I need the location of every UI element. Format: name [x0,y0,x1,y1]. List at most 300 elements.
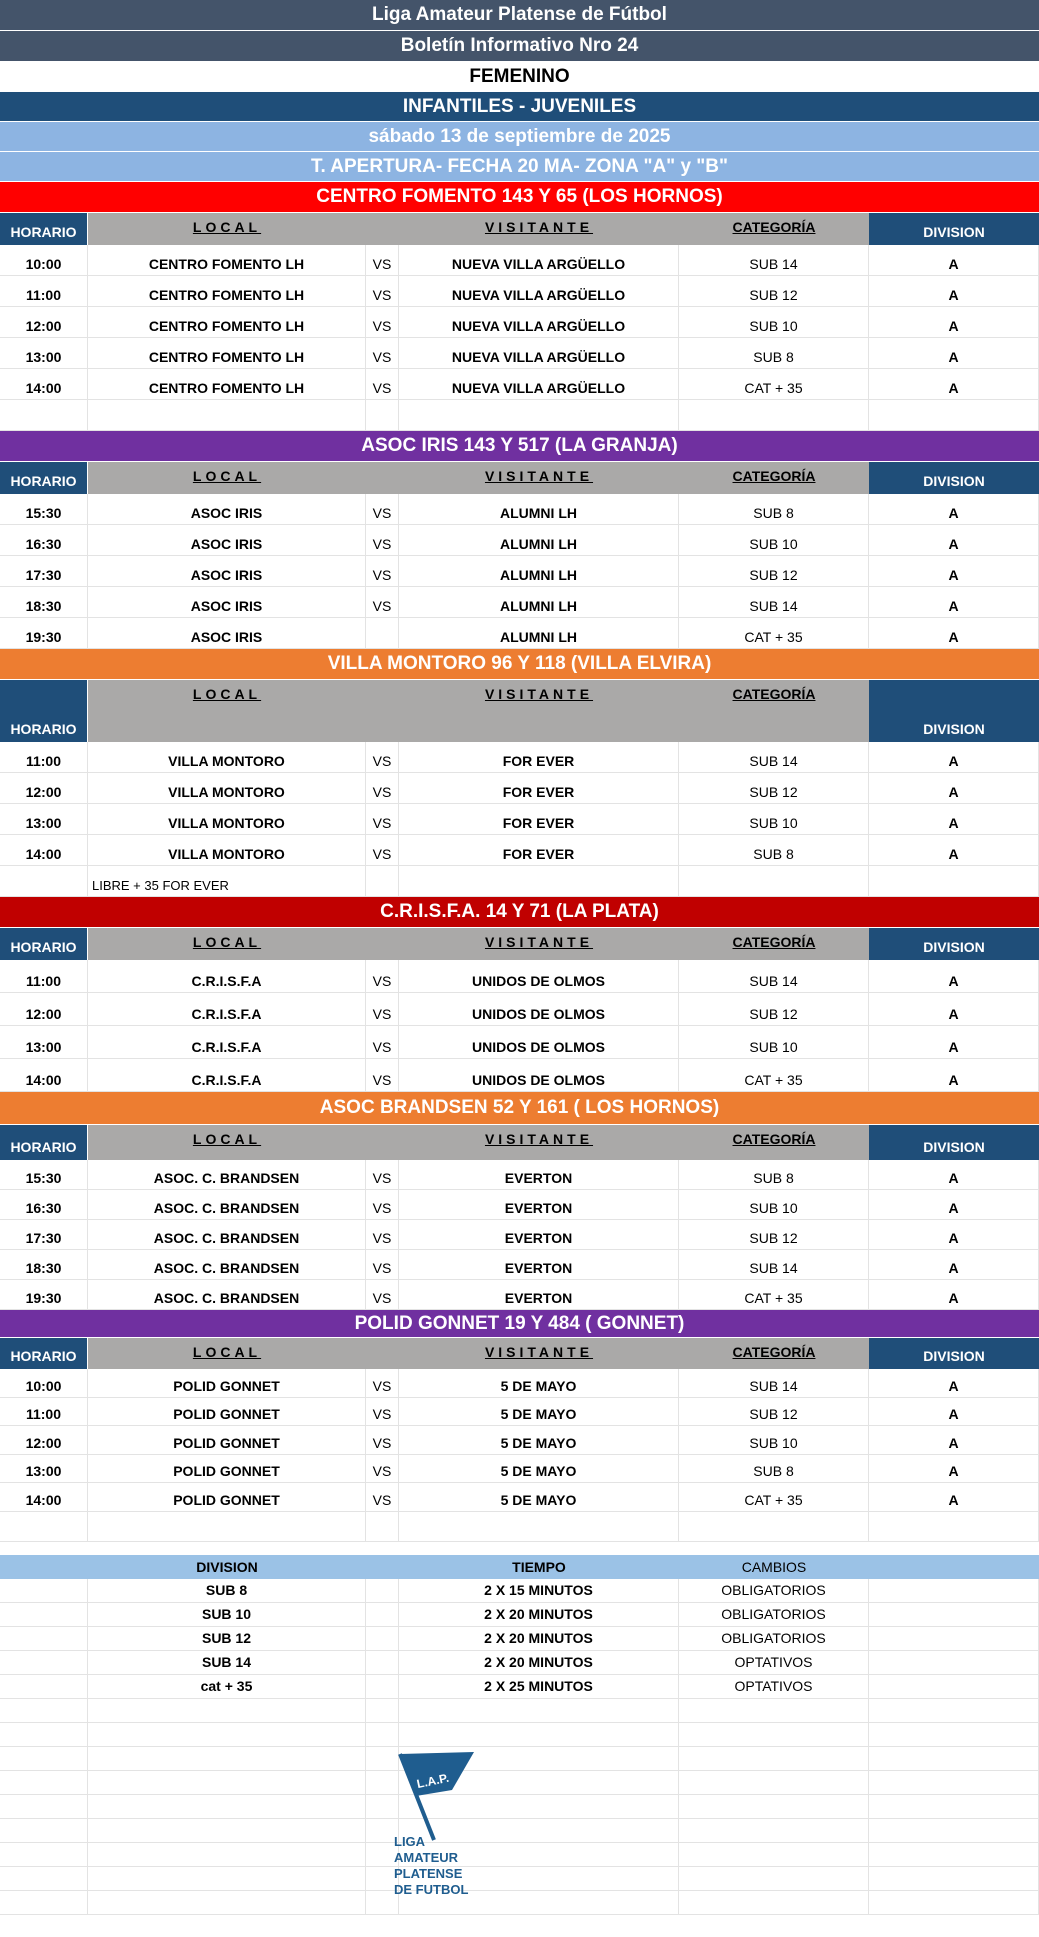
match-row [0,369,1039,400]
empty-cell [366,866,399,896]
empty-cell [88,1843,366,1866]
empty-cell [0,1795,88,1818]
match-time: 13:00 [0,338,88,368]
match-time: 14:00 [0,1059,88,1091]
match-vs [366,618,399,648]
summary-division: SUB 8 [88,1579,366,1602]
empty-cell [88,1891,366,1914]
empty-cell [88,1795,366,1818]
match-category: SUB 12 [679,276,869,306]
column-header-row [0,680,1039,742]
match-local: VILLA MONTORO [88,835,366,865]
match-row [0,1398,1039,1427]
match-category: SUB 14 [679,960,869,992]
match-time: 12:00 [0,773,88,803]
match-local: CENTRO FOMENTO LH [88,338,366,368]
match-vs: VS [366,1280,399,1309]
match-vs: VS [366,804,399,834]
match-time: 16:30 [0,1190,88,1219]
match-category: SUB 14 [679,587,869,617]
summary-row [0,1603,1039,1627]
match-local: POLID GONNET [88,1455,366,1483]
match-division: A [869,960,1039,992]
match-time: 11:00 [0,276,88,306]
match-category: CAT + 35 [679,1059,869,1091]
local-header: LOCAL [88,928,366,960]
empty-cell [869,866,1039,896]
match-visitor: EVERTON [399,1250,679,1279]
match-category: SUB 8 [679,1160,869,1189]
match-local: ASOC. C. BRANDSEN [88,1250,366,1279]
match-local: ASOC IRIS [88,525,366,555]
empty-cell [0,866,88,896]
summary-row [0,1651,1039,1675]
match-division: A [869,618,1039,648]
vs-header [366,680,399,742]
empty-cell [88,1867,366,1890]
match-division: A [869,742,1039,772]
empty-row [0,1747,1039,1771]
empty-cell [869,1747,1039,1770]
empty-cell [0,1651,88,1674]
match-visitor: ALUMNI LH [399,494,679,524]
match-vs: VS [366,276,399,306]
empty-cell [0,1843,88,1866]
match-visitor: FOR EVER [399,742,679,772]
venue-title: ASOC IRIS 143 Y 517 (LA GRANJA) [0,431,1039,462]
match-local: CENTRO FOMENTO LH [88,369,366,399]
match-division: A [869,276,1039,306]
summary-division-header: DIVISION [196,1558,258,1575]
venue-note: LIBRE + 35 FOR EVER [88,866,366,896]
match-vs: VS [366,1190,399,1219]
empty-cell [869,1867,1039,1890]
match-row [0,494,1039,525]
match-row [0,1220,1039,1250]
match-vs: VS [366,1059,399,1091]
empty-cell [0,1819,88,1842]
match-division: A [869,587,1039,617]
match-local: ASOC. C. BRANDSEN [88,1190,366,1219]
match-visitor: FOR EVER [399,804,679,834]
match-local: ASOC IRIS [88,618,366,648]
column-header-row [0,1125,1039,1160]
empty-row [0,1819,1039,1843]
column-header-row [0,928,1039,960]
categoria-header: CATEGORÍA [679,680,869,742]
empty-cell [88,1723,366,1746]
division-header: DIVISION [869,1125,1039,1160]
horario-header: HORARIO [0,680,88,742]
logo-line-4: DE FUTBOL [394,1882,469,1897]
match-visitor: UNIDOS DE OLMOS [399,993,679,1025]
local-header: LOCAL [88,1338,366,1369]
venue-title: ASOC BRANDSEN 52 Y 161 ( LOS HORNOS) [0,1092,1039,1125]
match-visitor: UNIDOS DE OLMOS [399,1026,679,1058]
match-visitor: ALUMNI LH [399,618,679,648]
match-row [0,1026,1039,1059]
empty-cell [0,1747,88,1770]
match-visitor: ALUMNI LH [399,556,679,586]
empty-cell [366,400,399,430]
match-local: POLID GONNET [88,1426,366,1454]
match-visitor: NUEVA VILLA ARGÜELLO [399,307,679,337]
local-header: LOCAL [88,1125,366,1160]
summary-cambios: OPTATIVOS [679,1675,869,1698]
match-row [0,587,1039,618]
logo-line-3: PLATENSE [394,1866,463,1881]
tournament-title: T. APERTURA- FECHA 20 MA- ZONA "A" y "B" [0,152,1039,182]
empty-cell [88,1512,366,1541]
empty-cell [88,1771,366,1794]
summary-tiempo: 2 X 25 MINUTOS [399,1675,679,1698]
visitante-header: VISITANTE [399,1338,679,1369]
match-division: A [869,1220,1039,1249]
local-header: LOCAL [88,213,366,245]
match-local: VILLA MONTORO [88,804,366,834]
gender-title: FEMENINO [0,62,1039,92]
match-category: SUB 12 [679,1398,869,1426]
local-header: LOCAL [88,462,366,494]
summary-tiempo: 2 X 20 MINUTOS [399,1627,679,1650]
match-vs: VS [366,1398,399,1426]
match-visitor: 5 DE MAYO [399,1398,679,1426]
empty-cell [869,1627,1039,1650]
match-visitor: 5 DE MAYO [399,1455,679,1483]
empty-row [0,1723,1039,1747]
empty-row [0,1843,1039,1867]
summary-tiempo: 2 X 20 MINUTOS [399,1603,679,1626]
logo-line-1: LIGA [394,1834,426,1849]
match-visitor: EVERTON [399,1220,679,1249]
match-visitor: UNIDOS DE OLMOS [399,1059,679,1091]
league-title: Liga Amateur Platense de Fútbol [0,0,1039,31]
match-row [0,1250,1039,1280]
match-vs: VS [366,1160,399,1189]
match-category: SUB 12 [679,556,869,586]
division-header: DIVISION [869,213,1039,245]
match-time: 12:00 [0,1426,88,1454]
empty-cell [869,400,1039,430]
match-vs: VS [366,993,399,1025]
empty-cell [679,1819,869,1842]
empty-cell [679,1512,869,1541]
match-category: SUB 10 [679,307,869,337]
match-visitor: NUEVA VILLA ARGÜELLO [399,369,679,399]
empty-cell [679,1699,869,1722]
empty-cell [679,1723,869,1746]
summary-tiempo: 2 X 15 MINUTOS [399,1579,679,1602]
empty-cell [366,1603,399,1626]
match-vs: VS [366,1483,399,1511]
column-header-row [0,462,1039,494]
match-category: SUB 12 [679,773,869,803]
empty-cell [0,1579,88,1602]
empty-cell [366,1627,399,1650]
horario-header: HORARIO [0,213,88,245]
match-division: A [869,245,1039,275]
horario-header: HORARIO [0,1125,88,1160]
summary-division: SUB 14 [88,1651,366,1674]
match-row [0,742,1039,773]
logo-line-2: AMATEUR [394,1850,459,1865]
blank-row [0,1512,1039,1542]
division-header: DIVISION [869,462,1039,494]
match-time: 17:30 [0,556,88,586]
match-category: SUB 14 [679,1250,869,1279]
match-row [0,556,1039,587]
match-division: A [869,1190,1039,1219]
match-time: 12:00 [0,307,88,337]
empty-cell [399,1723,679,1746]
empty-cell [0,1627,88,1650]
empty-cell [366,1512,399,1541]
match-vs: VS [366,835,399,865]
match-vs: VS [366,1426,399,1454]
match-row [0,276,1039,307]
match-vs: VS [366,369,399,399]
match-category: SUB 14 [679,245,869,275]
match-local: ASOC. C. BRANDSEN [88,1160,366,1189]
empty-cell [0,1512,88,1541]
categoria-header: CATEGORÍA [679,928,869,960]
empty-cell [869,1771,1039,1794]
match-row [0,960,1039,993]
match-vs: VS [366,338,399,368]
match-category: SUB 8 [679,835,869,865]
empty-cell [869,1675,1039,1698]
empty-cell [869,1723,1039,1746]
categoria-header: CATEGORÍA [679,213,869,245]
match-time: 16:30 [0,525,88,555]
empty-cell [88,1747,366,1770]
horario-header: HORARIO [0,462,88,494]
horario-header: HORARIO [0,928,88,960]
empty-cell [0,1699,88,1722]
match-time: 17:30 [0,1220,88,1249]
visitante-header: VISITANTE [399,1125,679,1160]
venues-container [0,182,1039,1542]
match-visitor: EVERTON [399,1280,679,1309]
vs-header [366,1125,399,1160]
match-row [0,1059,1039,1092]
match-time: 11:00 [0,1398,88,1426]
match-vs: VS [366,307,399,337]
match-row [0,1483,1039,1512]
match-vs: VS [366,1250,399,1279]
match-row [0,1455,1039,1484]
match-division: A [869,1398,1039,1426]
match-row [0,1426,1039,1455]
match-category: CAT + 35 [679,1280,869,1309]
empty-cell [399,1699,679,1722]
vs-header [366,213,399,245]
empty-cell [366,1723,399,1746]
empty-cell [0,400,88,430]
match-division: A [869,1250,1039,1279]
match-visitor: UNIDOS DE OLMOS [399,960,679,992]
empty-cell [0,1891,88,1914]
match-vs: VS [366,245,399,275]
match-division: A [869,307,1039,337]
match-time: 15:30 [0,494,88,524]
empty-cell [679,1843,869,1866]
match-category: SUB 14 [679,1369,869,1397]
match-visitor: NUEVA VILLA ARGÜELLO [399,245,679,275]
empty-cell [869,1699,1039,1722]
summary-tiempo: 2 X 20 MINUTOS [399,1651,679,1674]
match-division: A [869,1426,1039,1454]
summary-header [0,1555,1039,1579]
match-local: ASOC IRIS [88,556,366,586]
match-visitor: 5 DE MAYO [399,1426,679,1454]
empty-cell [679,1867,869,1890]
match-local: ASOC IRIS [88,494,366,524]
venue-title: POLID GONNET 19 Y 484 ( GONNET) [0,1310,1039,1338]
match-category: CAT + 35 [679,369,869,399]
match-local: CENTRO FOMENTO LH [88,245,366,275]
venue-title: C.R.I.S.F.A. 14 Y 71 (LA PLATA) [0,897,1039,928]
match-category: SUB 8 [679,1455,869,1483]
match-division: A [869,1369,1039,1397]
match-division: A [869,556,1039,586]
vs-header [366,928,399,960]
match-time: 15:30 [0,1160,88,1189]
match-division: A [869,1280,1039,1309]
empty-row [0,1699,1039,1723]
empty-cell [88,1699,366,1722]
visitante-header: VISITANTE [399,213,679,245]
match-vs: VS [366,1455,399,1483]
match-time: 18:30 [0,1250,88,1279]
empty-cell [679,1747,869,1770]
match-row [0,1190,1039,1220]
match-division: A [869,1455,1039,1483]
match-vs: VS [366,525,399,555]
match-visitor: 5 DE MAYO [399,1483,679,1511]
match-category: SUB 10 [679,804,869,834]
empty-row [0,1867,1039,1891]
match-time: 13:00 [0,804,88,834]
match-time: 12:00 [0,993,88,1025]
match-visitor: NUEVA VILLA ARGÜELLO [399,338,679,368]
summary-table [0,1579,1039,1699]
match-vs: VS [366,556,399,586]
match-category: SUB 12 [679,1220,869,1249]
summary-division: SUB 12 [88,1627,366,1650]
match-division: A [869,804,1039,834]
summary-cambios: OBLIGATORIOS [679,1627,869,1650]
empty-cell [366,1699,399,1722]
division-header: DIVISION [869,1338,1039,1369]
match-division: A [869,369,1039,399]
match-row [0,804,1039,835]
match-vs: VS [366,1369,399,1397]
match-visitor: ALUMNI LH [399,525,679,555]
note-row [0,866,1039,897]
category-title: INFANTILES - JUVENILES [0,92,1039,122]
match-category: CAT + 35 [679,1483,869,1511]
empty-cell [679,400,869,430]
match-vs: VS [366,587,399,617]
empty-cell [679,1795,869,1818]
match-row [0,993,1039,1026]
match-time: 14:00 [0,1483,88,1511]
match-division: A [869,1160,1039,1189]
match-division: A [869,1026,1039,1058]
match-category: SUB 10 [679,525,869,555]
match-vs: VS [366,494,399,524]
empty-cell [869,1795,1039,1818]
summary-tiempo-header: TIEMPO [512,1558,566,1575]
empty-cell [679,1771,869,1794]
date-title: sábado 13 de septiembre de 2025 [0,122,1039,152]
empty-cell [679,866,869,896]
match-time: 11:00 [0,960,88,992]
empty-cell [869,1512,1039,1541]
empty-grid [0,1699,1039,1915]
match-row [0,835,1039,866]
match-time: 14:00 [0,835,88,865]
visitante-header: VISITANTE [399,928,679,960]
match-visitor: 5 DE MAYO [399,1369,679,1397]
empty-row [0,1891,1039,1915]
match-vs: VS [366,742,399,772]
match-time: 10:00 [0,1369,88,1397]
match-visitor: FOR EVER [399,835,679,865]
match-local: VILLA MONTORO [88,773,366,803]
match-division: A [869,835,1039,865]
match-local: CENTRO FOMENTO LH [88,276,366,306]
empty-cell [366,1579,399,1602]
match-local: ASOC IRIS [88,587,366,617]
column-header-row [0,1338,1039,1369]
match-row [0,1369,1039,1398]
empty-cell [0,1603,88,1626]
categoria-header: CATEGORÍA [679,462,869,494]
empty-cell [399,400,679,430]
empty-cell [0,1867,88,1890]
bulletin-title: Boletín Informativo Nro 24 [0,31,1039,62]
match-row [0,245,1039,276]
logo-flag-text: L.A.P. [415,1770,451,1792]
match-visitor: EVERTON [399,1160,679,1189]
match-division: A [869,993,1039,1025]
summary-row [0,1627,1039,1651]
match-row [0,618,1039,649]
match-time: 19:30 [0,618,88,648]
logo-text [394,1834,468,1898]
match-row [0,1160,1039,1190]
empty-cell [399,1512,679,1541]
match-local: ASOC. C. BRANDSEN [88,1220,366,1249]
categoria-header: CATEGORÍA [679,1338,869,1369]
empty-cell [869,1579,1039,1602]
match-visitor: ALUMNI LH [399,587,679,617]
match-local: POLID GONNET [88,1369,366,1397]
empty-cell [88,400,366,430]
match-visitor: NUEVA VILLA ARGÜELLO [399,276,679,306]
empty-cell [366,1651,399,1674]
match-category: SUB 8 [679,494,869,524]
match-time: 10:00 [0,245,88,275]
empty-cell [88,1819,366,1842]
match-vs: VS [366,960,399,992]
match-time: 18:30 [0,587,88,617]
match-vs: VS [366,773,399,803]
empty-row [0,1795,1039,1819]
empty-cell [869,1651,1039,1674]
